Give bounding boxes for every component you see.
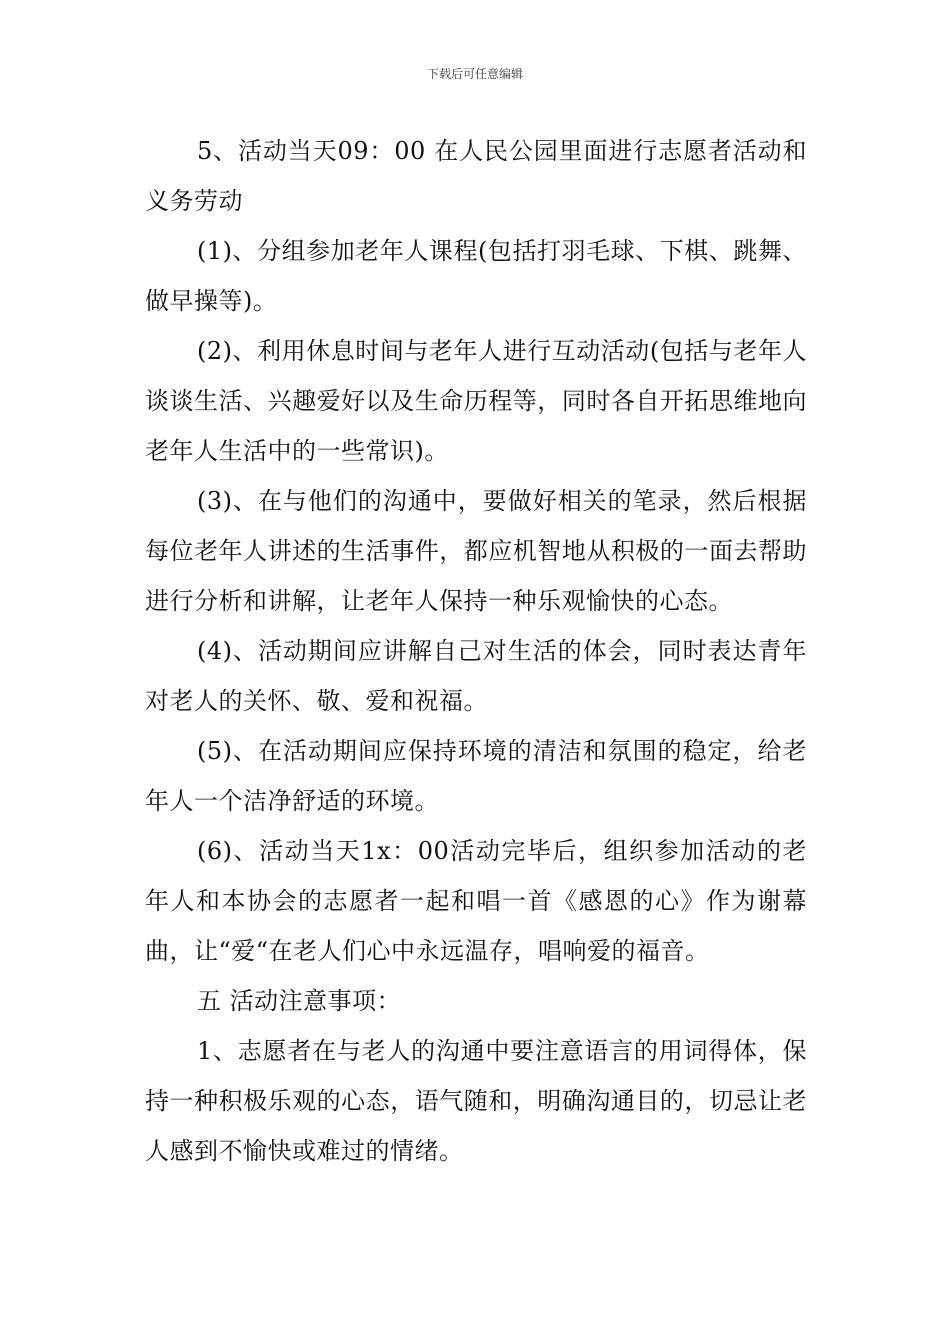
paragraph-subitem-5: (5)、在活动期间应保持环境的清洁和氛围的稳定，给老年人一个洁净舒适的环境。 <box>145 737 807 815</box>
paragraph-subitem-6: (6)、活动当天1x：00活动完毕后，组织参加活动的老年人和本协会的志愿者一起和唱一首《感恩的心》作为谢幕曲，让“爱“在老人们心中永远温存，唱响爱的福音。 <box>145 837 807 965</box>
paragraph-subitem-4: (4)、活动期间应讲解自己对生活的体会，同时表达青年对老人的关怀、敬、爱和祝福。 <box>145 637 807 715</box>
document-body <box>145 126 807 1176</box>
section-heading-notes: 五 活动注意事项： <box>197 987 402 1015</box>
page-header: 下载后可任意编辑 <box>426 67 523 81</box>
paragraph-note-1: 1、志愿者在与老人的沟通中要注意语言的用词得体，保持一种积极乐观的心态，语气随和，明确沟通目的，切忌让老人感到不愉快或难过的情绪。 <box>145 1037 807 1165</box>
paragraph-subitem-3: (3)、在与他们的沟通中，要做好相关的笔录，然后根据每位老年人讲述的生活事件，都应机智地从积极的一面去帮助进行分析和讲解，让老年人保持一种乐观愉快的心态。 <box>145 487 807 615</box>
paragraph-activity-item-5: 5、活动当天09：00 在人民公园里面进行志愿者活动和义务劳动 <box>145 137 807 215</box>
paragraph-subitem-2: (2)、利用休息时间与老年人进行互动活动(包括与老年人谈谈生活、兴趣爱好以及生命历程等，同时各自开拓思维地向老年人生活中的一些常识)。 <box>145 337 807 465</box>
paragraph-subitem-1: (1)、分组参加老年人课程(包括打羽毛球、下棋、跳舞、做早操等)。 <box>145 237 807 315</box>
